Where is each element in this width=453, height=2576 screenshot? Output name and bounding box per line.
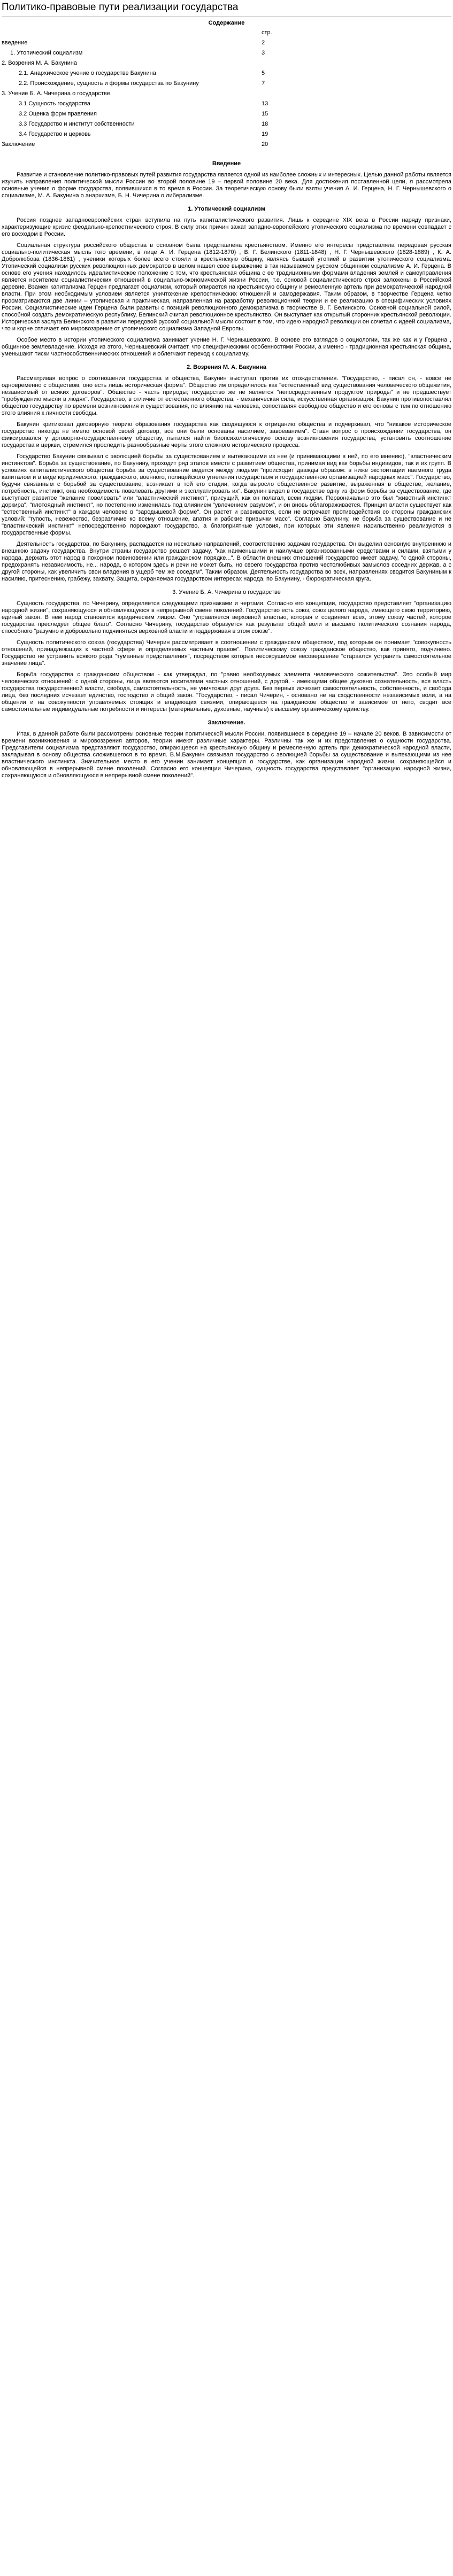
toc-entry-page [262, 90, 285, 100]
toc-entry-page: 15 [262, 111, 268, 117]
toc-entry-label[interactable]: 2.1. Анархическое учение о государстве Бакунина [19, 70, 156, 76]
section-paragraph: Итак, в данной работе были рассмотрены основные теории политической мысли России, появившиеся в середине 19 – начале 20 веков. В зависимости от времени возникновения и мировоззрения авторов, теории имеют различные характеры. Различны так же и их представления о сущности государства. Представители социализма представляют государство, опирающееся на крестьянскую общину и ремесленную артель при демократической народной власти, закладывая в основу общества сложившегося в то время. В.М.Бакунин связывал государство с эволюцией борьбы за существование и вытекающими из нее властнического инстинкта. Значительное место в его учении занимает концепция о государстве, как организации народной жизни, сохраняющейся и обновляющейся в непрерывной смене поколений. Согласно его концепции Чичерина, сущность государства представляет "организацию народной жизни, сохраняющуюся и обновляющуюся в непрерывной смене поколений". [2, 731, 451, 779]
document-body [2, 160, 451, 779]
toc-row[interactable] [2, 110, 285, 120]
toc-entry-page: 7 [262, 80, 265, 87]
document-page [0, 0, 453, 787]
toc-header-spacer [2, 29, 262, 39]
toc-entry-page: 3 [262, 50, 265, 56]
section-paragraph: Государство Бакунин связывал с эволюцией борьбы за существованием и вытекающими из нее (и принимающими в ней, по его мнению), "властническим инстинктом". Борьба за существование, по Бакунину, проходит ряд этапов вместе с развитием общества, принимая вид как борьбы индивидов, так и их групп. В условиях капиталистического общества борьба за существование ведется между людьми "происходит дважды образом: в ниже экспоитации наемного труда капиталом и в виде юридического, гражданского, военного, полицейского угнетения государством и государственною организацией народных масс". Государство, будучи связанным с борьбой за существование, возникает в той его стадии, когда выросло общественное развитие, выраженная в обществе, желание, потребность, инстинкт, она необходимость повелевать другими и эксплуатировать их". Бакунин видел в государстве одну из форм борьбы за существование, где выступает развитое "желание повелевать" или "властнический инстинкт", присущий, как он полагал, всем людям. Первоначально это был "животный инстинкт доркира", "плотоядный инстинкт", но постепенно изменилась под влиянием "увлечением разумом", и он вновь облагораживается. Принцип власти существует как "естественный инстинкт" в каждом человеке в "зародышевой форме". Он растет и развивается, если не встречает противодействия со стороны гражданских условий: "гупость, невежество, безразличие ко всему отношение, апатия и рабские привычки масс". Согласно Бакунину, не борьба за существование и не "властнический инстинкт" непосредственно порождают государство, а благоприятные условия, при которых эти явления насильственно реализуются в государственные формы. [2, 453, 451, 536]
toc-row[interactable] [2, 39, 285, 49]
document-section [2, 364, 451, 583]
toc-entry-label[interactable]: 3.4 Государство и церковь [19, 131, 91, 137]
section-heading: 1. Утопический социализм [188, 206, 265, 212]
toc-entry-page: 5 [262, 70, 265, 76]
toc-row[interactable] [2, 69, 285, 80]
section-heading: 2. Возрения М. А. Бакунина [186, 364, 267, 370]
section-paragraph: Борьба государства с гражданским обществом - как утверждал, по "равно необходимых элемента человеческого сожительства". Это особый мир человеческих отношений: с одной стороны, лица являются носителями частных отношений, с другой, - имеющими общее духовно сознательность, вся власть государства государственной власти, свобода, самостоятельность, не уничтожая друг друга. Без первых исчезает самостоятельность, собственность, и свобода лица, без последних исчезает единство, господство и общий закон. "Государство, - писал Чичерин, - основано не на сходственности независимых воли, а на общении и на совокупности управляемых стоящих и владеющих связями, опирающееся на гражданское общество и зависимое от него, сводит все самостоятельные индивидуальные потребности и интересы (материальные, духовные, научные) к высшему органическому единству. [2, 671, 451, 713]
toc-header-row [2, 29, 285, 39]
document-title: Политико-правовые пути реализации государства [2, 1, 451, 17]
toc-entry-label[interactable]: 1. Утопический социализм [10, 50, 83, 56]
toc-entry-label[interactable]: 3.3 Государство и институт собственности [19, 121, 135, 127]
toc-entry-label[interactable]: 3. Учение Б. А. Чичерина о государстве [2, 90, 110, 97]
toc-entry-label[interactable]: Заключение [2, 141, 35, 148]
toc-entry-page: 13 [262, 100, 268, 107]
document-section [2, 206, 451, 358]
toc-row[interactable] [2, 90, 285, 100]
toc-row[interactable] [2, 141, 285, 151]
toc-entry-page [262, 59, 285, 69]
section-paragraph: Особое место в истории утопического социализма занимает учение Н. Г. Чернышевского. В основе его взглядов о социологии, так же как и у Герцена , общинное землевладение. Исходя из этого, Чернышевский считает, что специфическими особенностями России, а именно - традиционная крестьянская община, уменьшают тиски частнособственнических отношений и облегчают переход к социализму. [2, 337, 451, 357]
toc-entry-label[interactable]: 3.1 Сущность государства [19, 100, 90, 107]
toc-row[interactable] [2, 100, 285, 110]
toc-entry-label[interactable]: введение [2, 40, 28, 46]
toc-row[interactable] [2, 49, 285, 59]
section-heading: Введение [212, 160, 241, 167]
document-section [2, 720, 451, 779]
toc-page-column-label: стр. [262, 29, 272, 36]
table-of-contents [2, 29, 285, 151]
toc-entry-page: 19 [262, 131, 268, 137]
toc-entry-page: 2 [262, 40, 265, 46]
section-paragraph: Социальная структура российского общества в основном была представлена крестьянством. Именно его интересы представляла передовая русская социально-политическая мысль того времени, в лице А. И. Герцена (1812-1870) , В. Г. Белинского (1811-1848) , Н. Г. Чернышевского (1828-1889) , К. А. Добролюбова (1836-1861) , ученики которых более всего стояли в крестьянскую общину, являясь бывшей утопией в развитии утопического социализма. Утопический социализм русских революционных демократов в целом нашел свое выражение в так называемом русском общинном социализме А. И. Герцена. В основе его учения находилось идеалистическое положение о том, что крестьянская община с ее традиционными формами владения землей и самоуправления является носителем социалистических отношений в социально-экономической жизни России, т.е. основой социалистического строя заложены в Российской деревне. Взамен капитализма Герцен предлагает социализм, который опирается на крестьянскую общину и ремесленную артель при демократической народной власти. При этом необходимым условием является уничтожение крепостнических отношений и самодержавия. Таким образом, в творчестве Герцена четко просматриваются две линии – утопическая и практическая, направленная на разработку революционной теории и ее реализацию в специфических условиях России. Социалистические идеи Герцена были развиты с позиций революционного демократизма в творчестве В. Г. Белинского. Основной социальной силой, способной создать демократическую республику, Белинский считал революционное крестьянство. Он выступает как открытый сторонник крестьянской революции. Историческая заслуга Белинского в развитии передовой русской социальной мысли состоит в том, что идею народной революции он сочетал с идеей социализма, что и корне отличает его мировоззрение от утопического социализма Западной Европы. [2, 242, 451, 332]
section-heading: 3. Учение Б. А. Чичерина о государстве [172, 589, 281, 595]
toc-entry-label[interactable]: 2.2. Происхождение, сущность и формы государства по Бакунину [19, 80, 199, 87]
section-paragraph: Деятельность государства, по Бакунину, распадается на несколько направлений, соответственно задачам государства. Он выделил основную внутреннюю и внешнюю задачу государства. Внутри страны государство решает задачу, "как наименьшими и наилучше организованными средствами и силами, взятыми у народа, держать этот народ в покорном повиновении или гражданском порядке...". В области внешних отношений государство имеет задачу, "с одной стороны, предохранять независимость, не... народа, о котором здесь и речи не может быть, но своего государства против честолюбивых замыслов соседних держав, а с другой стороны, как увеличить свои владения в ущерб тем же соседям". Таким образом. Деятельность государства во всех, направлениях сводится Бакуниным к насилию, притеснению, грабежу, захвату. Защита, охраняемая государством интересах народа, по Бакунину, - бюрократическая круга. [2, 541, 451, 582]
toc-entry-page: 18 [262, 121, 268, 127]
section-paragraph: Сущность государства, по Чичерину, определяется следующими признаками и чертами. Согласно его концепции, государство представляет "организацию народной жизни", сохраняющуюся и обновляющуюся в непрерывной смене поколений. Государство есть союз, союз целого народа, имеющего свою территорию, единый закон. В нем народ становится юридическим лицом. Оно "управляется верховной властью, которая и соединяет всех, этому союзу частей, которое государства преследует общее благо". Согласно Чичерину, государство образуется как результат общей воли и высшего политического сознания народа, способного "разумно и добровольно подчиняться верховной власти и поддерживая в этом союзе". [2, 600, 451, 635]
section-paragraph: Сущность политического союза (государства) Чичерин рассматривает в соотношении с гражданским обществом, под которым он понимает "совокупность отношений, принадлежащих к частной сфере и определяемых частным правом". Политическому союзу гражданское общество, как принято, подчинено. Государство не устранить всякого рода "туманные представления", посредством которых несокрушимое несовершение "стараются устранить самостоятельное значение лица". [2, 639, 451, 667]
section-heading: Заключение. [208, 720, 245, 726]
document-section [2, 589, 451, 713]
toc-entry-label[interactable]: 2. Возрения М. А. Бакунина [2, 60, 77, 66]
toc-row[interactable] [2, 59, 285, 69]
toc-row[interactable] [2, 80, 285, 90]
toc-row[interactable] [2, 130, 285, 141]
toc-entry-label[interactable]: 3.2 Оценка форм правления [19, 111, 97, 117]
toc-heading: Содержание [208, 20, 245, 26]
document-section [2, 160, 451, 199]
section-paragraph: Развитие и становление политико-правовых путей развития государства является одной из наиболее сложных и интересных. Целью данной работы является изучить направления политической мысли России во второй половине 19 – первой половине 20 века. Для достижения поставленной цели, я рассмотрела основные учения о форме государства, появившихся в то время в России. За теоретическую основу были взяты учения А. И. Герцена, Н. Г. Чернышевского о социализме, М. А. Бакунина о анархизме, Б. Н. Чичерина о либерализме. [2, 172, 451, 199]
toc-row[interactable] [2, 120, 285, 130]
section-paragraph: Рассматривая вопрос о соотношении государства и общества, Бакунин выступал против их отождествления. "Государство, - писал он, - вовсе не одновременно с обществом, оно есть лишь историческая форма". Общество им определялось как "естественный вид существования человеческого общежития, независимый от всяких договоров". Общество - часть природы; государство же не является "непосредственным продуктом природы" и не предшествует "пробуждению мысли в людях". Государство, в отличие от естественного общества, - механическая сила, искусственная организация. Бакунин противопоставлял общество государству по времени возникновения и существования, по влиянию на человека, сопоставляя свободное общество и его основы с тем по отношению этого влияния к личности свободы. [2, 375, 451, 416]
section-paragraph: Бакунин критиковал договорную теорию образования государства как сводящуюся к отрицанию общества и подчеркивал, что "никакое историческое государство никогда не имело основой своей договор, все они были основаны насилием, завоеванием". Ставя вопрос о происхождении государства, он фиксировался у договорно-государственному обществу, пытался найти биопсихологическую основу возникновения государства, установить соотношение государства и церкви, стремился проследить разнообразные черты этого сложного исторического процесса. [2, 421, 451, 448]
toc-entry-page: 20 [262, 141, 268, 148]
section-paragraph: Россия позднее западноевропейских стран вступила на путь капиталистического развития. Лишь к середине XIX века в России наряду признаки, характеризующие кризис феодально-крепостнического строя. В силу этих причин зажат западно-европейского утопического социализма по времени совпадает с его восходом в России. [2, 217, 451, 237]
